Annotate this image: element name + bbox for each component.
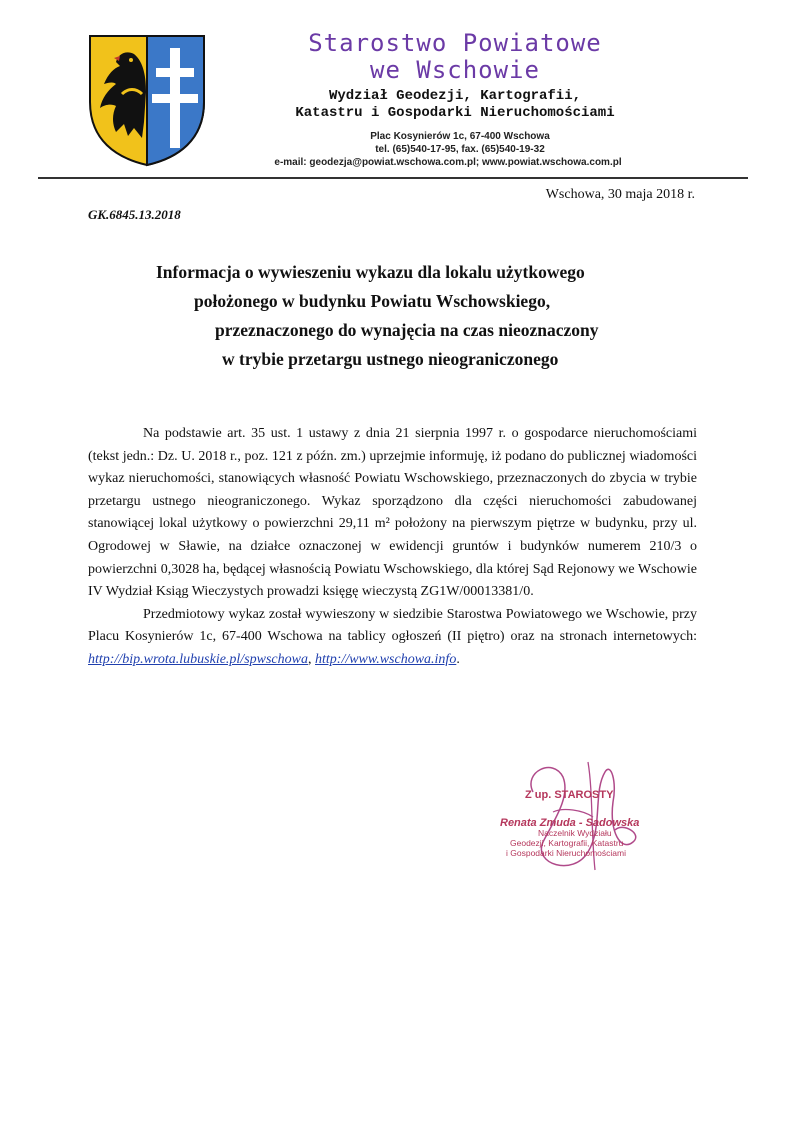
body-paragraph-1: Na podstawie art. 35 ust. 1 ustawy z dnia 21 sierpnia 1997 r. o gospodarce nieruchomościami (tekst jedn.: Dz. U. 2018 r., poz. 121 z późn. zm.) uprzejmie informuję, iż podano do publicznej wiadomości wykaz nieruchomości, stanowiących własność Powiatu Wschowskiego, przeznaczonych do zbycia w trybie przetargu ustnego nieograniczonego. Wykaz sporządzono dla części nieruchomości zabudowanej stanowiącej lokal użytkowy o powierzchni 29,11 m² położony na pierwszym piętrze w budynku, przy ul. Ogrodowej w Sławie, na działce oznaczonej w ewidencji gruntów i budynków numerem 210/3 o powierzchni 0,3028 ha, będącej własnością Powiatu Wschowskiego, dla której Sąd Rejonowy we Wschowie IV Wydział Ksiąg Wieczystych prowadzi księgę wieczystą ZG1W/00013381/0. bbox=[88, 426, 697, 600]
paragraph-end: . bbox=[456, 651, 460, 667]
office-email-web: e-mail: geodezja@powiat.wschowa.com.pl; www.powiat.wschowa.com.pl bbox=[274, 157, 622, 168]
document-date: Wschowa, 30 maja 2018 r. bbox=[545, 187, 695, 202]
bip-link[interactable]: http://bip.wrota.lubuskie.pl/spwschowa bbox=[88, 651, 308, 667]
office-phones: tel. (65)540-17-95, fax. (65)540-19-32 bbox=[375, 144, 545, 155]
stamp-department: Geodezji, Kartografii, Katastru bbox=[510, 838, 624, 848]
stamp-position: Naczelnik Wydziału bbox=[538, 828, 612, 838]
reference-number: GK.6845.13.2018 bbox=[88, 207, 181, 222]
body-paragraph-2 bbox=[88, 604, 697, 672]
document-title-line-4: w trybie przetargu ustnego nieograniczonego bbox=[222, 349, 559, 369]
document-title-line-3: przeznaczonego do wynajęcia na czas nieoznaczony bbox=[215, 320, 599, 340]
office-address: Plac Kosynierów 1c, 67-400 Wschowa bbox=[370, 131, 550, 142]
department-name: Wydział Geodezji, Kartografii, bbox=[328, 88, 582, 104]
stamp-signatory: Renata Zmuda - Sadowska bbox=[500, 817, 640, 829]
header-divider bbox=[38, 177, 748, 179]
document-body bbox=[88, 423, 697, 672]
department-name-continued: Katastru i Gospodarki Nieruchomościami bbox=[295, 105, 615, 121]
office-title: Starostwo Powiatowe bbox=[308, 29, 602, 57]
document-title-line-1: Informacja o wywieszeniu wykazu dla lokalu użytkowego bbox=[156, 262, 585, 282]
link-separator: , bbox=[308, 651, 315, 667]
stamp-department-continued: i Gospodarki Nieruchomościami bbox=[506, 848, 626, 858]
stamp-authority: Z up. STAROSTY bbox=[525, 789, 614, 801]
body-paragraph-2-text: Przedmiotowy wykaz został wywieszony w siedzibie Starostwa Powiatowego we Wschowie, przy Placu Kosynierów 1c, 67-400 Wschowa na tablicy ogłoszeń (II piętro) oraz na stronach internetowych: bbox=[88, 606, 697, 645]
office-subtitle: we Wschowie bbox=[370, 56, 540, 84]
coat-of-arms-logo bbox=[86, 32, 208, 168]
document-title-line-2: położonego w budynku Powiatu Wschowskiego, bbox=[194, 291, 551, 311]
wschowa-info-link[interactable]: http://www.wschowa.info bbox=[315, 651, 457, 667]
